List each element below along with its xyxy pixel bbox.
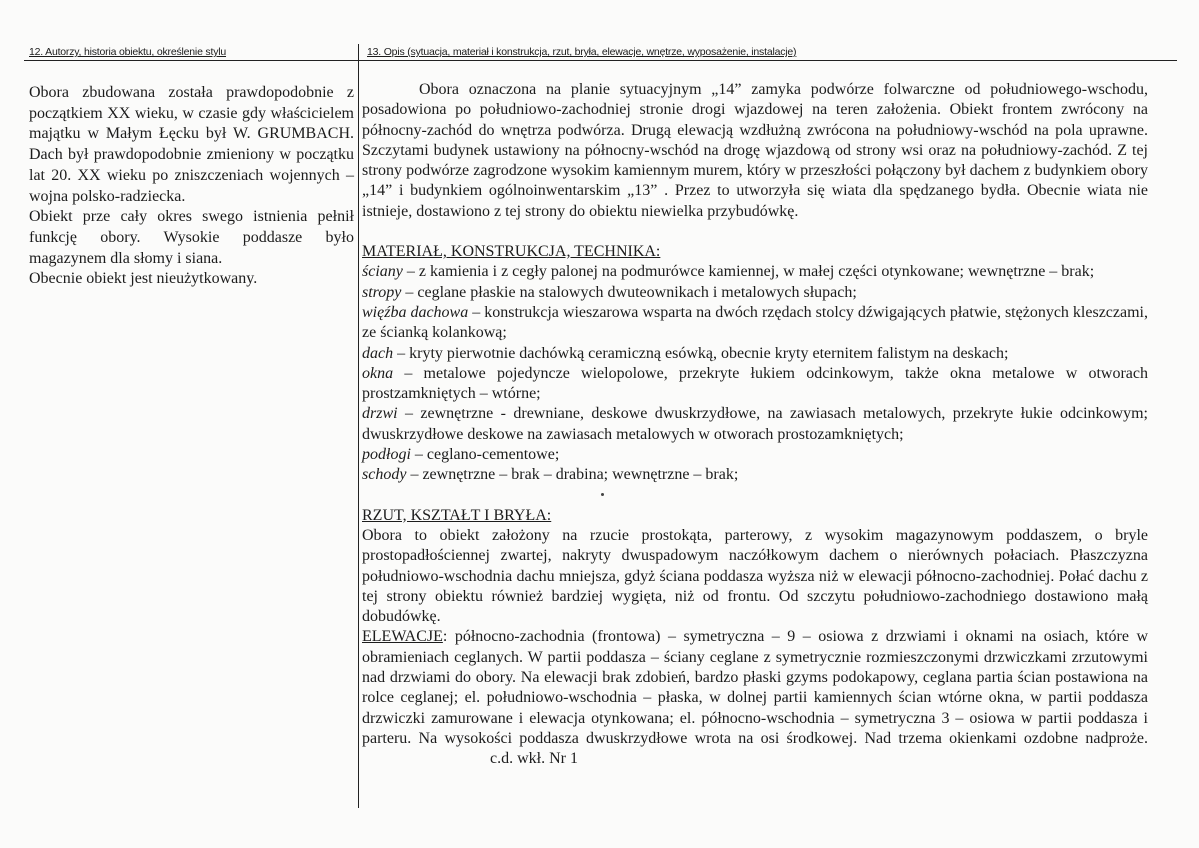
material-item	[362, 303, 1148, 344]
material-text: – metalowe pojedyncze wielopolowe, przekryte łukiem odcinkowym, także okna metalowe w otworach prostzamkniętych – wtórne;	[362, 364, 1148, 403]
rzut-paragraph: Obora to obiekt założony na rzucie prostokąta, parterowy, z wysokim magazynowym poddaszem, o bryle prostopadłościennej zwartej, nakryty dwuspadowym naczółkowym dachem o nierównych połaciach. Płaszczyzna południowo-wschodnia dachu mniejsza, gdyż ściana poddasza wyższa niż w elewacji północno-zachodniej. Połać dachu z tej strony obiektu również bardziej wygięta, niż od frontu. Od szczytu południowo-zachodniego dostawiono małą dobudówkę.	[362, 526, 1148, 626]
material-item	[362, 404, 1148, 445]
description-column	[362, 80, 1148, 770]
material-text: – kryty pierwotnie dachówką ceramiczną esówką, obecnie kryty eternitem falistym na deskach;	[393, 344, 1009, 362]
continuation-note: c.d. wkł. Nr 1	[490, 750, 578, 768]
material-term: stropy	[362, 283, 402, 301]
elewacje-paragraph	[362, 627, 1148, 769]
material-item	[362, 283, 1148, 303]
material-term: więźba dachowa	[362, 303, 469, 321]
history-paragraph-1: Obora zbudowana została prawdopodobnie z początkiem XX wieku, w czasie gdy właścicielem majątku w Małym Łęcku był W. GRUMBACH. Dach był prawdopodobnie zmieniony w początku lat 20. XX wieku po zniszczeniach wojennych – wojna polsko-radziecka.	[29, 84, 354, 205]
material-item	[362, 262, 1148, 282]
top-rule	[24, 60, 1177, 61]
material-term: okna	[362, 364, 394, 382]
material-text: – z kamienia i z cegły palonej na podmurówce kamiennej, w małej części otynkowane; wewnętrzne – brak;	[402, 263, 1095, 281]
elewacje-text: : północno-zachodnia (frontowa) – symetryczna – 9 – osiowa z drzwiami i oknami na osiach, które w obramieniach ceglanych. W partii poddasza – ściany ceglane z symetrycznie rozmieszczonymi drzwiczkami zrzutowymi nad drzwiami do obory. Na elewacji brak zdobień, bardzo płaski gzyms podokapowy, ceglana partia ścian postawiona na rolce ceglanej; el. południowo-wschodnia – płaska, w dolnej partii kamiennych ścian wtórne okna, w partii poddasza drzwiczki zamurowane i elewacja otynkowana; el. północno-wschodnia – symetryczna 3 – osiowa w partii poddasza i parteru. Na wysokości poddasza dwuskrzydłowe wrota na osi środkowej. Nad trzema okienkami ozdobne nadproże.	[362, 628, 1148, 747]
material-text: – zewnętrzne - drewniane, deskowe dwuskrzydłowe, na zawiasach metalowych, przekryte łukie odcinkowym; dwuskrzydłowe deskowe na zawiasach metalowych w otworach prostozamkniętych;	[362, 405, 1148, 443]
material-term: ściany	[362, 263, 403, 281]
material-term: dach	[362, 344, 394, 362]
history-column	[29, 83, 354, 290]
left-column-header: 12. Autorzy, historia obiektu, określenie stylu	[29, 46, 227, 58]
material-item	[362, 344, 1148, 364]
material-term: podłogi	[362, 446, 411, 464]
intro-paragraph: Obora oznaczona na planie sytuacyjnym „14” zamyka podwórze folwarczne od południowego-wschodu, posadowiona po południowo-zachodniej stronie drogi wjazdowej na teren założenia. Obiekt frontem zwrócony na północny-zachód do wnętrza podwórza. Drugą elewacją wzdłużną zwrócona na południowy-wschód na pola uprawne. Szczytami budynek ustawiony na północny-wschód na drogę wjazdową od strony wsi oraz na południowy-zachód. Z tej strony podwórze zagrodzone wysokim kamiennym murem, który w przeszłości połączony był dachem z budynkiem obory „14” i budynkiem ogólnoinwentarskim „13” . Przez to utworzyła się wiata dla spędzanego bydła. Obecnie wiata nie istnieje, dostawiono z tej strony do obiektu niewielka przybudówkę.	[362, 81, 1148, 220]
right-column-header: 13. Opis (sytuacja, materiał i konstrukcja, rzut, bryła, elewacje, wnętrze, wyposażenie, instalacje)	[367, 46, 797, 58]
history-paragraph-3: Obecnie obiekt jest nieużytkowany.	[29, 270, 258, 288]
material-term: drzwi	[362, 405, 398, 423]
material-text: – konstrukcja wieszarowa wsparta na dwóch rzędach stolcy dźwigających płatwie, stężonych kleszczami, ze ścianką kolankową;	[362, 303, 1149, 342]
column-divider	[358, 44, 359, 808]
material-text: – zewnętrzne – brak – drabina; wewnętrzne – brak;	[406, 466, 739, 484]
material-item	[362, 445, 1148, 465]
material-list	[362, 262, 1148, 485]
elewacje-label: ELEWACJE	[362, 628, 443, 646]
material-text: – ceglane płaskie na stalowych dwuteownikach i metalowych słupach;	[401, 283, 857, 301]
history-paragraph-2: Obiekt prze cały okres swego istnienia pełnił funkcję obory. Wysokie poddasze było magazynem dla słomy i siana.	[29, 208, 354, 267]
material-item	[362, 364, 1148, 405]
rzut-heading: RZUT, KSZTAŁT I BRYŁA:	[362, 506, 552, 524]
material-term: schody	[362, 466, 407, 484]
material-item	[362, 465, 1148, 485]
material-text: – ceglano-cementowe;	[410, 446, 560, 464]
material-heading: MATERIAŁ, KONSTRUKCJA, TECHNIKA:	[362, 243, 661, 261]
scan-speck	[601, 493, 604, 496]
